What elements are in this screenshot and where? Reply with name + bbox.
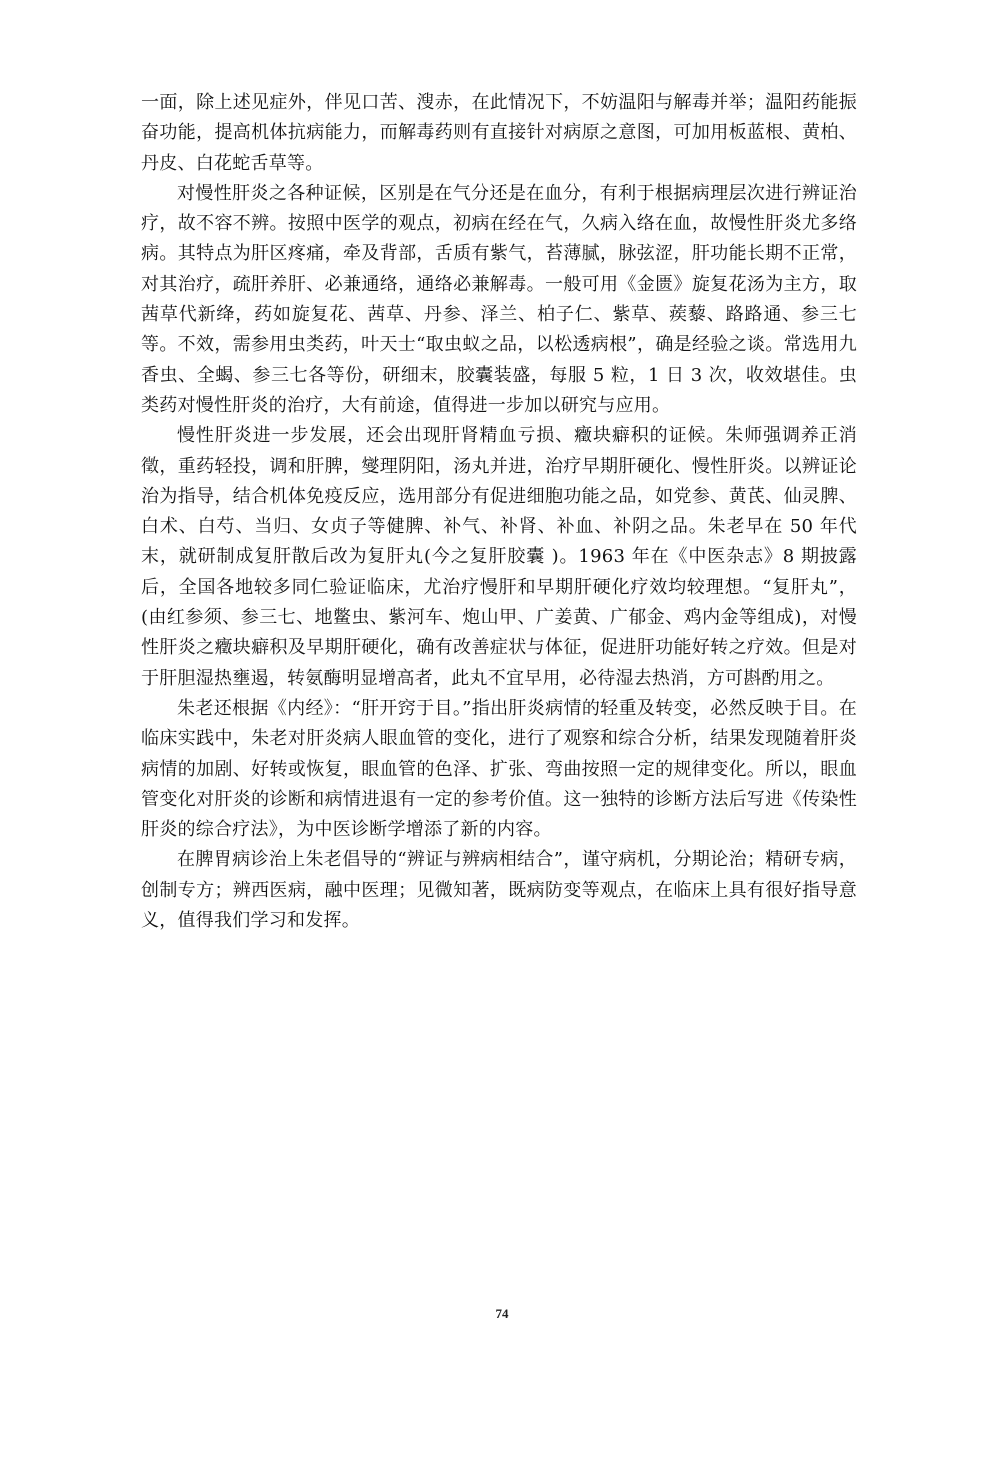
paragraph-eye-vessel-diagnosis: 朱老还根据《内经》：“肝开窍于目。”指出肝炎病情的轻重及转变，必然反映于目。在临床实践中，朱老对肝炎病人眼血管的变化，进行了观察和综合分析，结果发现随着肝炎病情的加剧、好转或恢复，眼血管的色泽、扩张、弯曲按照一定的规律变化。所以，眼血管变化对肝炎的诊断和病情进退有一定的参考价值。这一独特的诊断方法后写进《传染性肝炎的综合疗法》，为中医诊断学增添了新的内容。 xyxy=(141,697,857,841)
page-number: 74 xyxy=(495,1306,509,1321)
paragraph-liver-cirrhosis-treatment: 慢性肝炎进一步发展，还会出现肝肾精血亏损、癥块癖积的证候。朱师强调养正消徵，重药轻投，调和肝脾，燮理阴阳，汤丸并进，治疗早期肝硬化、慢性肝炎。以辨证论治为指导，结合机体免疫反应，选用部分有促进细胞功能之品，如党参、黄芪、仙灵脾、白术、白芍、当归、女贞子等健脾、补气、补肾、补血、补阴之品。朱老早在 50 年代末，就研制成复肝散后改为复肝丸(今之复肝胶囊 )。1963 年在《中医杂志》8 期披露后，全国各地较多同仁验证临床，尤治疗慢肝和早期肝硬化疗效均较理想。“复肝丸”，(由红参须、参三七、地鳖虫、紫河车、炮山甲、广姜黄、广郁金、鸡内金等组成)，对慢性肝炎之癥块癖积及早期肝硬化，确有改善症状与体征，促进肝功能好转之疗效。但是对于肝胆湿热壅遏，转氨酶明显增高者，此丸不宜早用，必待湿去热消，方可斟酌用之。 xyxy=(141,425,857,689)
paragraph-continuation: 一面，除上述见症外，伴见口苦、溲赤，在此情况下，不妨温阳与解毒并举；温阳药能振奋功能，提高机体抗病能力，而解毒药则有直接针对病原之意图，可加用板蓝根、黄柏、丹皮、白花蛇舌草等。 xyxy=(141,92,857,174)
document-body xyxy=(141,88,857,936)
paragraph-qi-blood-differentiation: 对慢性肝炎之各种证候，区别是在气分还是在血分，有利于根据病理层次进行辨证治疗，故不容不辨。按照中医学的观点，初病在经在气，久病入络在血，故慢性肝炎尤多络病。其特点为肝区疼痛，牵及背部，舌质有紫气，苔薄腻，脉弦涩，肝功能长期不正常，对其治疗，疏肝养肝、必兼通络，通络必兼解毒。一般可用《金匮》旋复花汤为主方，取茜草代新绛，药如旋复花、茜草、丹参、泽兰、柏子仁、紫草、蒺藜、路路通、参三七等。不效，需参用虫类药，叶天士“取虫蚁之品，以松透病根”，确是经验之谈。常选用九香虫、全蝎、参三七各等份，研细末，胶囊装盛，每服 5 粒，1 日 3 次，收效堪佳。虫类药对慢性肝炎的治疗，大有前途，值得进一步加以研究与应用。 xyxy=(141,182,857,416)
paragraph-spleen-stomach-summary: 在脾胃病诊治上朱老倡导的“辨证与辨病相结合”，谨守病机，分期论治；精研专病，创制专方；辨西医病，融中医理；见微知著，既病防变等观点，在临床上具有很好指导意义，值得我们学习和发挥。 xyxy=(141,849,857,932)
